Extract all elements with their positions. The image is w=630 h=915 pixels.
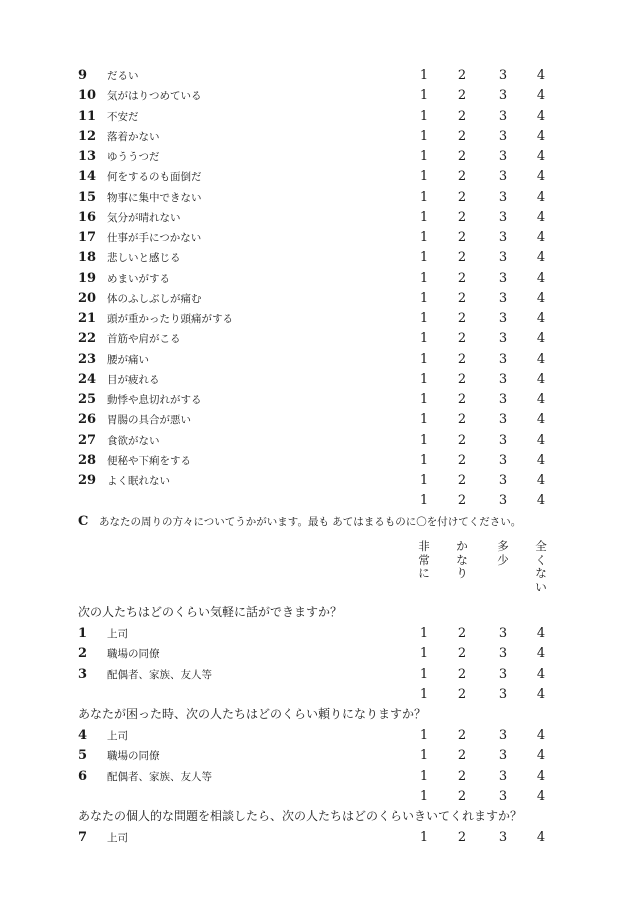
answer-option-4[interactable]: 4 xyxy=(536,129,546,144)
item-number: 7 xyxy=(78,830,88,845)
answer-option-3[interactable]: 3 xyxy=(498,169,508,184)
answer-option-2[interactable]: 2 xyxy=(457,748,467,763)
answer-option-4[interactable]: 4 xyxy=(536,433,546,448)
item-number: 22 xyxy=(78,331,97,346)
answer-option-4[interactable]: 4 xyxy=(536,769,546,784)
question-row xyxy=(0,726,630,746)
question-row xyxy=(0,147,630,167)
answer-option-3[interactable]: 3 xyxy=(498,68,508,83)
answer-option-2[interactable]: 2 xyxy=(457,728,467,743)
answer-option-4[interactable]: 4 xyxy=(536,646,546,661)
answer-option-1[interactable]: 1 xyxy=(419,291,429,306)
answer-option-3[interactable]: 3 xyxy=(498,291,508,306)
answer-option-3[interactable]: 3 xyxy=(498,412,508,427)
item-text: 仕事が手につかない xyxy=(107,232,202,244)
question-row xyxy=(0,370,630,390)
column-header-fairly: かなり xyxy=(456,539,468,580)
answer-option-2[interactable]: 2 xyxy=(457,230,467,245)
answer-option-4[interactable]: 4 xyxy=(536,392,546,407)
question-row xyxy=(0,787,630,807)
answer-option-3[interactable]: 3 xyxy=(498,331,508,346)
question-row xyxy=(0,644,630,664)
answer-option-1[interactable]: 1 xyxy=(419,453,429,468)
answer-option-2[interactable]: 2 xyxy=(457,412,467,427)
answer-option-4[interactable]: 4 xyxy=(536,789,546,804)
question-row xyxy=(0,665,630,685)
item-text: 食欲がない xyxy=(107,435,160,447)
answer-option-1[interactable]: 1 xyxy=(419,88,429,103)
question-row xyxy=(0,767,630,787)
answer-option-3[interactable]: 3 xyxy=(498,830,508,845)
answer-option-3[interactable]: 3 xyxy=(498,789,508,804)
answer-option-1[interactable]: 1 xyxy=(419,68,429,83)
question-row xyxy=(0,86,630,106)
answer-option-1[interactable]: 1 xyxy=(419,626,429,641)
item-number: 20 xyxy=(78,291,97,306)
answer-option-1[interactable]: 1 xyxy=(419,748,429,763)
answer-option-4[interactable]: 4 xyxy=(536,210,546,225)
item-number: 5 xyxy=(78,748,88,763)
answer-option-3[interactable]: 3 xyxy=(498,453,508,468)
item-text: 気分が晴れない xyxy=(107,212,181,224)
question-row xyxy=(0,289,630,309)
answer-option-2[interactable]: 2 xyxy=(457,291,467,306)
answer-option-4[interactable]: 4 xyxy=(536,149,546,164)
item-number: 23 xyxy=(78,352,97,367)
answer-option-4[interactable]: 4 xyxy=(536,493,546,508)
answer-option-3[interactable]: 3 xyxy=(498,667,508,682)
answer-option-4[interactable]: 4 xyxy=(536,728,546,743)
answer-option-2[interactable]: 2 xyxy=(457,352,467,367)
item-text: 目が疲れる xyxy=(107,374,160,386)
item-number: 26 xyxy=(78,412,97,427)
answer-option-2[interactable]: 2 xyxy=(457,626,467,641)
answer-option-4[interactable]: 4 xyxy=(536,331,546,346)
question-row xyxy=(0,107,630,127)
column-header-very: 非常に xyxy=(418,539,430,580)
answer-option-2[interactable]: 2 xyxy=(457,311,467,326)
question-row xyxy=(0,208,630,228)
item-number: 9 xyxy=(78,68,88,83)
item-text: 便秘や下痢をする xyxy=(107,455,191,467)
item-number: 3 xyxy=(78,667,88,682)
answer-option-3[interactable]: 3 xyxy=(498,748,508,763)
item-text: 職場の同僚 xyxy=(107,648,160,660)
group-question: 次の人たちはどのくらい気軽に話ができますか？ xyxy=(78,605,343,619)
answer-option-2[interactable]: 2 xyxy=(457,88,467,103)
answer-option-3[interactable]: 3 xyxy=(498,372,508,387)
answer-option-4[interactable]: 4 xyxy=(536,352,546,367)
group-question: あなたが困った時、次の人たちはどのくらい頼りになりますか？ xyxy=(78,707,427,721)
item-text: 配偶者、家族、友人等 xyxy=(107,771,212,783)
answer-option-4[interactable]: 4 xyxy=(536,473,546,488)
item-text: 首筋や肩がこる xyxy=(107,333,181,345)
question-row xyxy=(0,410,630,430)
group-question: あなたの個人的な問題を相談したら、次の人たちはどのくらいきいてくれますか？ xyxy=(78,809,523,823)
answer-option-1[interactable]: 1 xyxy=(419,372,429,387)
question-row xyxy=(0,685,630,705)
answer-option-2[interactable]: 2 xyxy=(457,372,467,387)
answer-option-2[interactable]: 2 xyxy=(457,433,467,448)
answer-option-1[interactable]: 1 xyxy=(419,210,429,225)
question-row xyxy=(0,188,630,208)
question-row xyxy=(0,127,630,147)
question-row xyxy=(0,431,630,451)
answer-option-4[interactable]: 4 xyxy=(536,626,546,641)
item-text: 配偶者、家族、友人等 xyxy=(107,669,212,681)
answer-option-1[interactable]: 1 xyxy=(419,412,429,427)
answer-option-2[interactable]: 2 xyxy=(457,149,467,164)
answer-option-4[interactable]: 4 xyxy=(536,169,546,184)
answer-option-2[interactable]: 2 xyxy=(457,646,467,661)
section-c-letter: C xyxy=(78,514,89,529)
answer-option-2[interactable]: 2 xyxy=(457,271,467,286)
answer-option-1[interactable]: 1 xyxy=(419,311,429,326)
item-text: 不安だ xyxy=(107,111,139,123)
answer-option-4[interactable]: 4 xyxy=(536,372,546,387)
item-number: 12 xyxy=(78,129,97,144)
answer-option-2[interactable]: 2 xyxy=(457,109,467,124)
answer-option-1[interactable]: 1 xyxy=(419,129,429,144)
question-row xyxy=(0,471,630,491)
item-text: 上司 xyxy=(107,730,128,742)
item-number: 28 xyxy=(78,453,97,468)
answer-option-3[interactable]: 3 xyxy=(498,210,508,225)
answer-option-2[interactable]: 2 xyxy=(457,769,467,784)
answer-option-2[interactable]: 2 xyxy=(457,210,467,225)
question-row xyxy=(0,451,630,471)
item-number: 13 xyxy=(78,149,97,164)
answer-option-1[interactable]: 1 xyxy=(419,190,429,205)
answer-option-3[interactable]: 3 xyxy=(498,728,508,743)
answer-option-3[interactable]: 3 xyxy=(498,190,508,205)
answer-option-2[interactable]: 2 xyxy=(457,250,467,265)
answer-option-2[interactable]: 2 xyxy=(457,68,467,83)
item-number: 6 xyxy=(78,769,88,784)
answer-option-4[interactable]: 4 xyxy=(536,453,546,468)
item-number: 25 xyxy=(78,392,97,407)
answer-option-3[interactable]: 3 xyxy=(498,626,508,641)
answer-option-1[interactable]: 1 xyxy=(419,169,429,184)
answer-option-4[interactable]: 4 xyxy=(536,109,546,124)
answer-option-4[interactable]: 4 xyxy=(536,830,546,845)
answer-option-3[interactable]: 3 xyxy=(498,769,508,784)
answer-option-3[interactable]: 3 xyxy=(498,149,508,164)
item-text: 物事に集中できない xyxy=(107,192,202,204)
item-text: 気がはりつめている xyxy=(107,90,202,102)
item-text: 落着かない xyxy=(107,131,160,143)
answer-option-4[interactable]: 4 xyxy=(536,748,546,763)
item-number: 11 xyxy=(78,109,97,124)
answer-option-3[interactable]: 3 xyxy=(498,352,508,367)
answer-option-3[interactable]: 3 xyxy=(498,687,508,702)
item-number: 21 xyxy=(78,311,97,326)
question-row xyxy=(0,329,630,349)
item-number: 17 xyxy=(78,230,97,245)
question-row xyxy=(0,491,630,511)
answer-option-4[interactable]: 4 xyxy=(536,88,546,103)
question-row xyxy=(0,248,630,268)
answer-option-3[interactable]: 3 xyxy=(498,109,508,124)
question-row xyxy=(0,624,630,644)
answer-option-4[interactable]: 4 xyxy=(536,291,546,306)
answer-option-2[interactable]: 2 xyxy=(457,830,467,845)
question-row xyxy=(0,390,630,410)
answer-option-1[interactable]: 1 xyxy=(419,331,429,346)
item-number: 1 xyxy=(78,626,88,641)
section-c-instructions: あなたの周りの方々についてうかがいます。最も あてはまるものに〇を付けてください。 xyxy=(99,516,522,528)
answer-option-2[interactable]: 2 xyxy=(457,667,467,682)
answer-option-1[interactable]: 1 xyxy=(419,392,429,407)
answer-option-1[interactable]: 1 xyxy=(419,646,429,661)
answer-option-2[interactable]: 2 xyxy=(457,473,467,488)
answer-option-1[interactable]: 1 xyxy=(419,352,429,367)
item-number: 2 xyxy=(78,646,88,661)
answer-option-1[interactable]: 1 xyxy=(419,667,429,682)
answer-option-2[interactable]: 2 xyxy=(457,453,467,468)
answer-option-1[interactable]: 1 xyxy=(419,109,429,124)
item-text: めまいがする xyxy=(107,273,170,285)
answer-option-1[interactable]: 1 xyxy=(419,728,429,743)
answer-option-1[interactable]: 1 xyxy=(419,230,429,245)
item-text: 上司 xyxy=(107,832,128,844)
answer-option-4[interactable]: 4 xyxy=(536,311,546,326)
answer-option-2[interactable]: 2 xyxy=(457,129,467,144)
item-text: 頭が重かったり頭痛がする xyxy=(107,313,233,325)
item-number: 18 xyxy=(78,250,97,265)
answer-option-3[interactable]: 3 xyxy=(498,493,508,508)
answer-option-2[interactable]: 2 xyxy=(457,789,467,804)
answer-option-1[interactable]: 1 xyxy=(419,271,429,286)
item-number: 4 xyxy=(78,728,88,743)
item-text: 胃腸の具合が悪い xyxy=(107,414,191,426)
item-text: 何をするのも面倒だ xyxy=(107,171,202,183)
item-text: 上司 xyxy=(107,628,128,640)
answer-option-3[interactable]: 3 xyxy=(498,129,508,144)
item-text: ゆううつだ xyxy=(107,151,160,163)
item-number: 29 xyxy=(78,473,97,488)
item-text: 職場の同僚 xyxy=(107,750,160,762)
answer-option-4[interactable]: 4 xyxy=(536,250,546,265)
answer-option-2[interactable]: 2 xyxy=(457,493,467,508)
question-row xyxy=(0,269,630,289)
question-row xyxy=(0,167,630,187)
answer-option-1[interactable]: 1 xyxy=(419,789,429,804)
question-row xyxy=(0,228,630,248)
answer-option-1[interactable]: 1 xyxy=(419,473,429,488)
answer-option-4[interactable]: 4 xyxy=(536,667,546,682)
answer-option-1[interactable]: 1 xyxy=(419,493,429,508)
question-row xyxy=(0,309,630,329)
item-text: だるい xyxy=(107,70,139,82)
answer-option-3[interactable]: 3 xyxy=(498,646,508,661)
column-header-somewhat: 多少 xyxy=(497,539,509,567)
answer-option-4[interactable]: 4 xyxy=(536,687,546,702)
answer-option-1[interactable]: 1 xyxy=(419,149,429,164)
answer-option-1[interactable]: 1 xyxy=(419,769,429,784)
answer-option-3[interactable]: 3 xyxy=(498,433,508,448)
answer-option-1[interactable]: 1 xyxy=(419,830,429,845)
item-text: 腰が痛い xyxy=(107,354,149,366)
column-header-not-at-all: 全くない xyxy=(535,539,547,594)
answer-option-4[interactable]: 4 xyxy=(536,271,546,286)
answer-option-1[interactable]: 1 xyxy=(419,433,429,448)
answer-option-4[interactable]: 4 xyxy=(536,190,546,205)
item-number: 19 xyxy=(78,271,97,286)
answer-option-2[interactable]: 2 xyxy=(457,392,467,407)
answer-option-4[interactable]: 4 xyxy=(536,68,546,83)
item-number: 27 xyxy=(78,433,97,448)
answer-option-4[interactable]: 4 xyxy=(536,412,546,427)
answer-option-3[interactable]: 3 xyxy=(498,250,508,265)
question-row xyxy=(0,828,630,848)
answer-option-2[interactable]: 2 xyxy=(457,190,467,205)
item-number: 14 xyxy=(78,169,97,184)
answer-option-3[interactable]: 3 xyxy=(498,392,508,407)
answer-option-3[interactable]: 3 xyxy=(498,311,508,326)
answer-option-3[interactable]: 3 xyxy=(498,473,508,488)
item-number: 15 xyxy=(78,190,97,205)
item-text: 体のふしぶしが痛む xyxy=(107,293,202,305)
answer-option-2[interactable]: 2 xyxy=(457,687,467,702)
answer-option-1[interactable]: 1 xyxy=(419,687,429,702)
question-row xyxy=(0,66,630,86)
question-row xyxy=(0,350,630,370)
answer-option-3[interactable]: 3 xyxy=(498,88,508,103)
item-number: 24 xyxy=(78,372,97,387)
answer-option-1[interactable]: 1 xyxy=(419,250,429,265)
answer-option-2[interactable]: 2 xyxy=(457,331,467,346)
section-c-header xyxy=(0,512,630,532)
question-row xyxy=(0,746,630,766)
answer-option-4[interactable]: 4 xyxy=(536,230,546,245)
item-text: 悲しいと感じる xyxy=(107,252,181,264)
answer-option-3[interactable]: 3 xyxy=(498,271,508,286)
answer-option-3[interactable]: 3 xyxy=(498,230,508,245)
item-number: 10 xyxy=(78,88,97,103)
answer-option-2[interactable]: 2 xyxy=(457,169,467,184)
item-text: よく眠れない xyxy=(107,475,170,487)
item-text: 動悸や息切れがする xyxy=(107,394,202,406)
item-number: 16 xyxy=(78,210,97,225)
